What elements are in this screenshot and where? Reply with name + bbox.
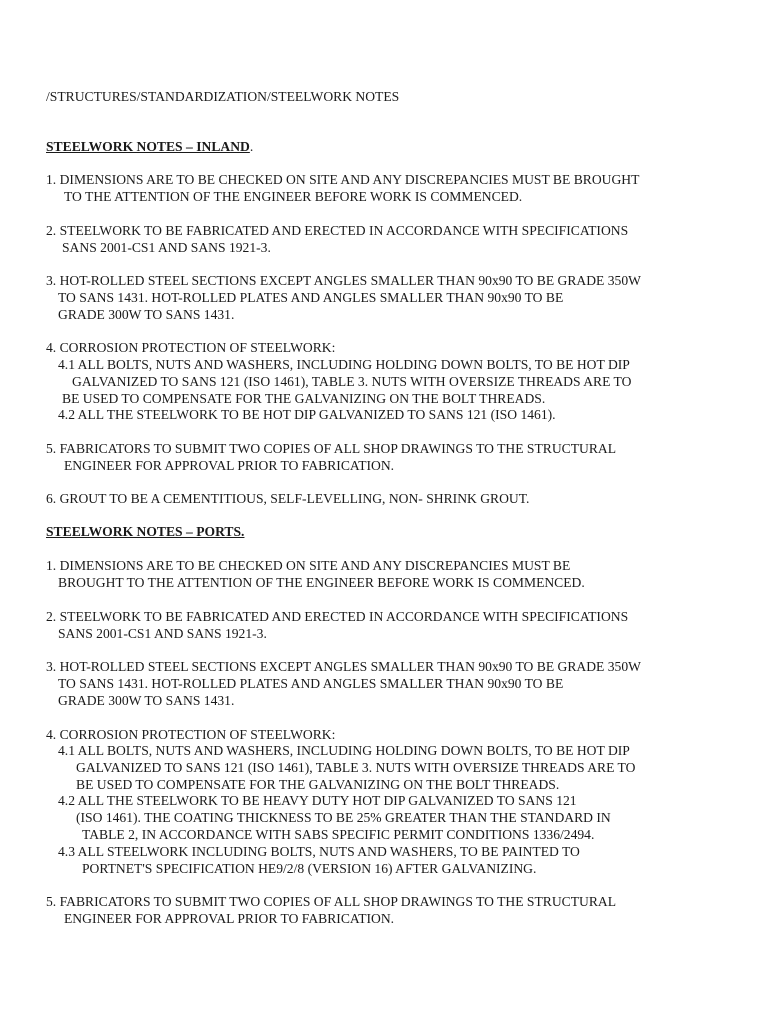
ports-note-3-line-2: TO SANS 1431. HOT-ROLLED PLATES AND ANGLES SMALLER THAN 90x90 TO BE <box>58 676 564 691</box>
ports-note-4-3-line-2: PORTNET'S SPECIFICATION HE9/2/8 (VERSION 16) AFTER GALVANIZING. <box>82 861 537 876</box>
inland-note-2-line-2: SANS 2001-CS1 AND SANS 1921-3. <box>62 240 271 255</box>
ports-note-1-line-2: BROUGHT TO THE ATTENTION OF THE ENGINEER BEFORE WORK IS COMMENCED. <box>58 575 585 590</box>
ports-note-3-line-3: GRADE 300W TO SANS 1431. <box>58 693 235 708</box>
inland-note-4-1-line-2: GALVANIZED TO SANS 121 (ISO 1461), TABLE 3. NUTS WITH OVERSIZE THREADS ARE TO <box>72 374 632 389</box>
ports-note-4-1-line-3: BE USED TO COMPENSATE FOR THE GALVANIZING ON THE BOLT THREADS. <box>76 777 560 792</box>
section-heading-inland <box>46 138 253 155</box>
ports-note-4-1-line-2: GALVANIZED TO SANS 121 (ISO 1461), TABLE 3. NUTS WITH OVERSIZE THREADS ARE TO <box>76 760 636 775</box>
inland-note-3-line-1: 3. HOT-ROLLED STEEL SECTIONS EXCEPT ANGLES SMALLER THAN 90x90 TO BE GRADE 350W <box>46 273 641 288</box>
ports-note-4-2-line-3: TABLE 2, IN ACCORDANCE WITH SABS SPECIFIC PERMIT CONDITIONS 1336/2494. <box>82 827 595 842</box>
inland-note-4-1-line-1: 4.1 ALL BOLTS, NUTS AND WASHERS, INCLUDING HOLDING DOWN BOLTS, TO BE HOT DIP <box>58 357 630 372</box>
inland-note-5-line-2: ENGINEER FOR APPROVAL PRIOR TO FABRICATION. <box>64 458 395 473</box>
ports-note-2-line-1: 2. STEELWORK TO BE FABRICATED AND ERECTED IN ACCORDANCE WITH SPECIFICATIONS <box>46 609 629 624</box>
ports-note-4-1-line-1: 4.1 ALL BOLTS, NUTS AND WASHERS, INCLUDING HOLDING DOWN BOLTS, TO BE HOT DIP <box>58 743 630 758</box>
inland-note-4-line-1: 4. CORROSION PROTECTION OF STEELWORK: <box>46 340 336 355</box>
ports-note-5-line-1: 5. FABRICATORS TO SUBMIT TWO COPIES OF ALL SHOP DRAWINGS TO THE STRUCTURAL <box>46 894 617 909</box>
inland-note-6-line-1: 6. GROUT TO BE A CEMENTITIOUS, SELF-LEVELLING, NON- SHRINK GROUT. <box>46 491 530 506</box>
ports-note-4-2-line-2: (ISO 1461). THE COATING THICKNESS TO BE 25% GREATER THAN THE STANDARD IN <box>76 810 611 825</box>
document-path: /STRUCTURES/STANDARDIZATION/STEELWORK NOTES <box>46 89 400 104</box>
inland-note-3-line-3: GRADE 300W TO SANS 1431. <box>58 307 235 322</box>
inland-note-5-line-1: 5. FABRICATORS TO SUBMIT TWO COPIES OF ALL SHOP DRAWINGS TO THE STRUCTURAL <box>46 441 617 456</box>
inland-note-4-1-line-3: BE USED TO COMPENSATE FOR THE GALVANIZING ON THE BOLT THREADS. <box>62 391 546 406</box>
heading-inland-suffix: . <box>249 139 254 154</box>
ports-note-4-3-line-1: 4.3 ALL STEELWORK INCLUDING BOLTS, NUTS AND WASHERS, TO BE PAINTED TO <box>58 844 580 859</box>
ports-note-4-2-line-1: 4.2 ALL THE STEELWORK TO BE HEAVY DUTY HOT DIP GALVANIZED TO SANS 121 <box>58 793 577 808</box>
ports-note-3-line-1: 3. HOT-ROLLED STEEL SECTIONS EXCEPT ANGLES SMALLER THAN 90x90 TO BE GRADE 350W <box>46 659 641 674</box>
inland-note-2-line-1: 2. STEELWORK TO BE FABRICATED AND ERECTED IN ACCORDANCE WITH SPECIFICATIONS <box>46 223 629 238</box>
ports-note-2-line-2: SANS 2001-CS1 AND SANS 1921-3. <box>58 626 267 641</box>
inland-note-1-line-1: 1. DIMENSIONS ARE TO BE CHECKED ON SITE AND ANY DISCREPANCIES MUST BE BROUGHT <box>46 172 640 187</box>
ports-note-5-line-2: ENGINEER FOR APPROVAL PRIOR TO FABRICATION. <box>64 911 395 926</box>
section-heading-ports: STEELWORK NOTES – PORTS. <box>46 524 245 539</box>
inland-note-4-2-line-1: 4.2 ALL THE STEELWORK TO BE HOT DIP GALVANIZED TO SANS 121 (ISO 1461). <box>58 407 556 422</box>
heading-inland-text: STEELWORK NOTES – INLAND <box>46 139 250 154</box>
ports-note-1-line-1: 1. DIMENSIONS ARE TO BE CHECKED ON SITE AND ANY DISCREPANCIES MUST BE <box>46 558 571 573</box>
inland-note-3-line-2: TO SANS 1431. HOT-ROLLED PLATES AND ANGLES SMALLER THAN 90x90 TO BE <box>58 290 564 305</box>
ports-note-4-line-1: 4. CORROSION PROTECTION OF STEELWORK: <box>46 727 336 742</box>
inland-note-1-line-2: TO THE ATTENTION OF THE ENGINEER BEFORE WORK IS COMMENCED. <box>64 189 523 204</box>
